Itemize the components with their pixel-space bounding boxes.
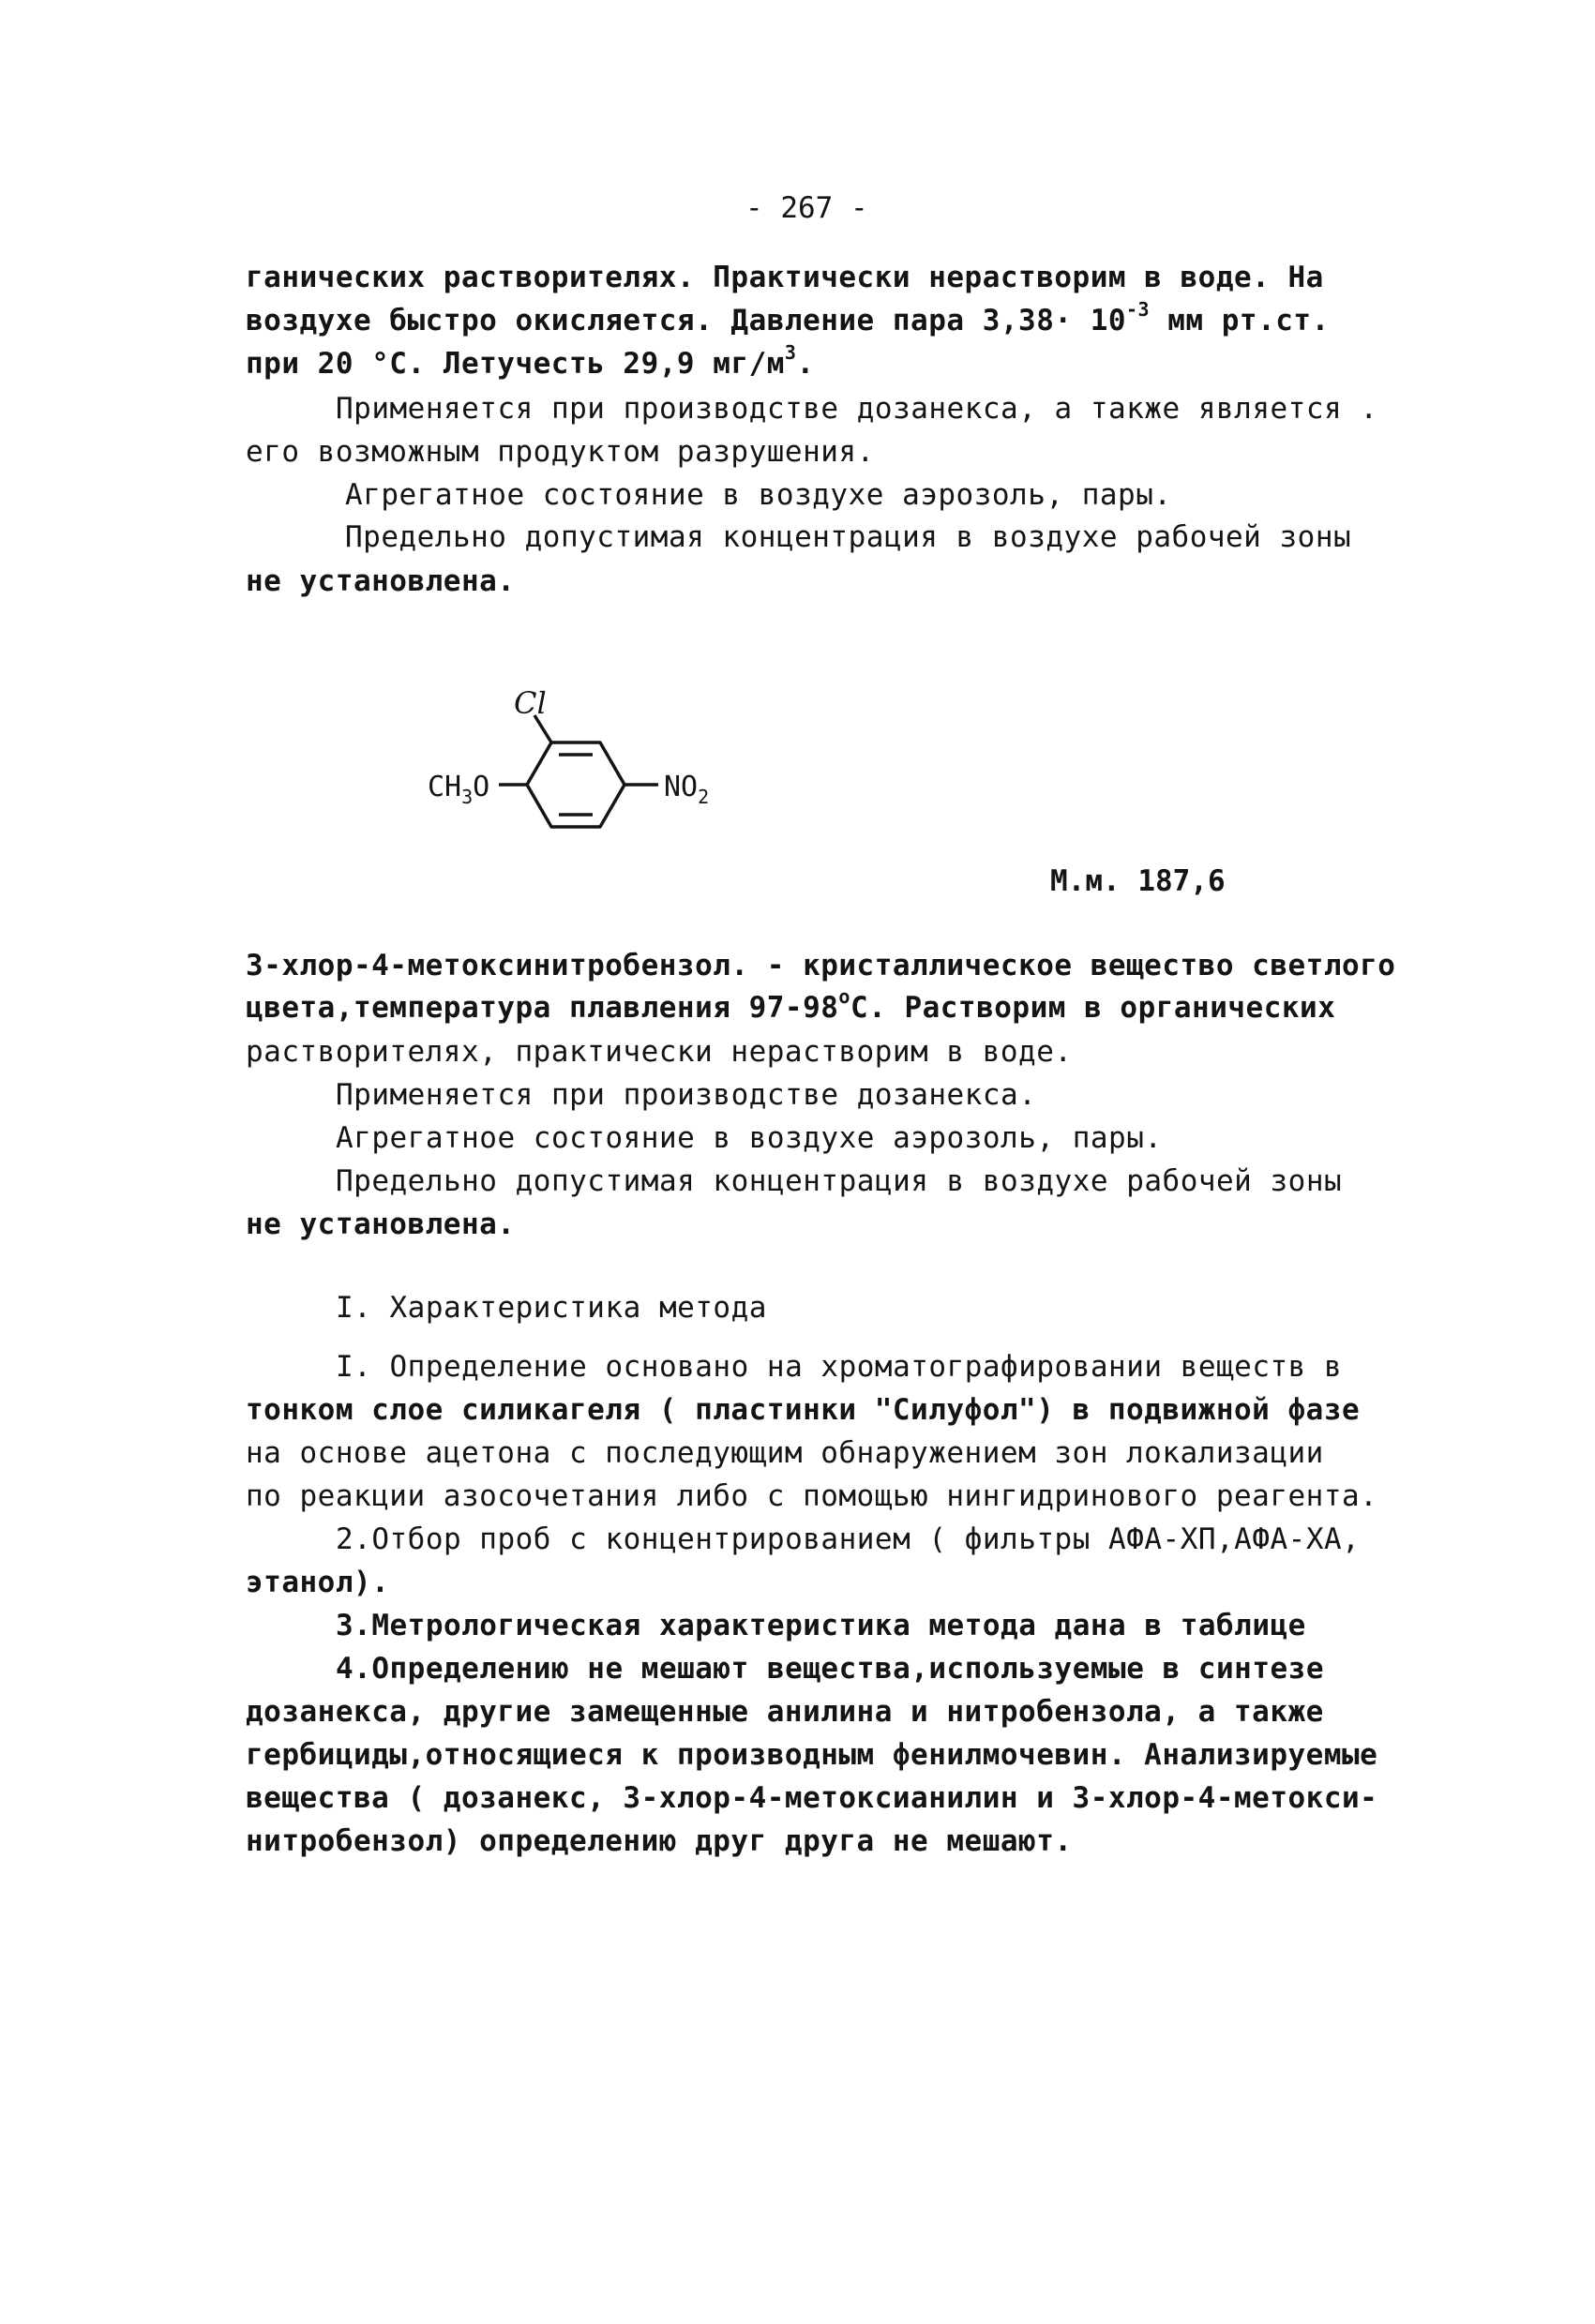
body-text-line — [246, 297, 1330, 339]
body-text-line: I. Определение основано на хроматографировании веществ в — [336, 1350, 1343, 1384]
nitro-label — [664, 771, 709, 808]
body-text-line: Предельно допустимая концентрация в воздухе рабочей зоны — [336, 1164, 1343, 1198]
body-text-line: нитробензол) определению друг друга не мешают. — [246, 1824, 1073, 1858]
methoxy-ch: CH — [428, 771, 462, 803]
text-run: воздухе быстро окисляется. Давление пара 3,38· 10 — [246, 304, 1127, 337]
body-text-line — [246, 340, 815, 382]
body-text-line: 4.Определению не мешают вещества,используемые в синтезе — [336, 1652, 1324, 1686]
body-text-line: по реакции азосочетания либо с помощью нингидринового реагента. — [246, 1479, 1378, 1513]
superscript: 3 — [784, 340, 797, 364]
text-run: цвета,температура плавления 97-98 — [246, 991, 839, 1025]
body-text-line: 2.Отбор проб с концентрированием ( фильтры АФА-ХП,АФА-ХА, — [336, 1522, 1361, 1556]
body-text-line: дозанекса, другие замещенные анилина и нитробензола, а также — [246, 1695, 1324, 1729]
body-text-line: Применяется при производстве дозанекса. — [336, 1078, 1037, 1112]
methoxy-o: O — [473, 771, 490, 803]
body-text-line: Агрегатное состояние в воздухе аэрозоль, пары. — [336, 1121, 1163, 1155]
body-text-line: не установлена. — [246, 1207, 516, 1241]
methoxy-label — [428, 771, 489, 808]
superscript: о — [838, 984, 850, 1008]
body-text-line: Применяется при производстве дозанекса, а также является . — [336, 392, 1378, 426]
body-text-line: этанол). — [246, 1566, 390, 1599]
text-run: мм рт.ст. — [1150, 304, 1330, 337]
text-run: . — [796, 347, 815, 381]
chemical-structure — [413, 680, 769, 858]
section-heading: I. Характеристика метода — [336, 1291, 767, 1325]
body-text-line — [246, 984, 1336, 1027]
body-text-line: тонком слое силикагеля ( пластинки "Силуфол") в подвижной фазе — [246, 1393, 1361, 1427]
body-text-line: 3-хлор-4-метоксинитробензол. - кристаллическое вещество светлого — [246, 949, 1396, 982]
nitro-no: NO — [664, 771, 699, 803]
body-text-line: на основе ацетона с последующим обнаружением зон локализации — [246, 1436, 1324, 1470]
body-text-line: Предельно допустимая концентрация в воздухе рабочей зоны — [345, 520, 1352, 554]
nitro-subscript: 2 — [698, 786, 710, 808]
superscript: -3 — [1126, 297, 1151, 321]
methoxy-subscript: 3 — [461, 786, 474, 808]
body-text-line: 3.Метрологическая характеристика метода дана в таблице — [336, 1609, 1306, 1642]
body-text-line: не установлена. — [246, 564, 516, 598]
body-text-line: гербициды,относящиеся к производным фенилмочевин. Анализируемые — [246, 1738, 1378, 1772]
text-run: С. Растворим в органических — [850, 991, 1336, 1025]
body-text-line: ганических растворителях. Практически нерастворим в воде. На — [246, 261, 1324, 294]
page-number: - 267 - — [745, 191, 868, 225]
chlorine-label: Cl — [514, 685, 547, 721]
molecular-weight: М.м. 187,6 — [1050, 864, 1226, 898]
body-text-line: Агрегатное состояние в воздухе аэрозоль, пары. — [345, 478, 1172, 512]
body-text-line: его возможным продуктом разрушения. — [246, 435, 875, 469]
text-run: при 20 °С. Летучесть 29,9 мг/м — [246, 347, 785, 381]
body-text-line: растворителях, практически нерастворим в воде. — [246, 1035, 1073, 1069]
body-text-line: вещества ( дозанекс, 3-хлор-4-метоксианилин и 3-хлор-4-метокси- — [246, 1781, 1378, 1815]
